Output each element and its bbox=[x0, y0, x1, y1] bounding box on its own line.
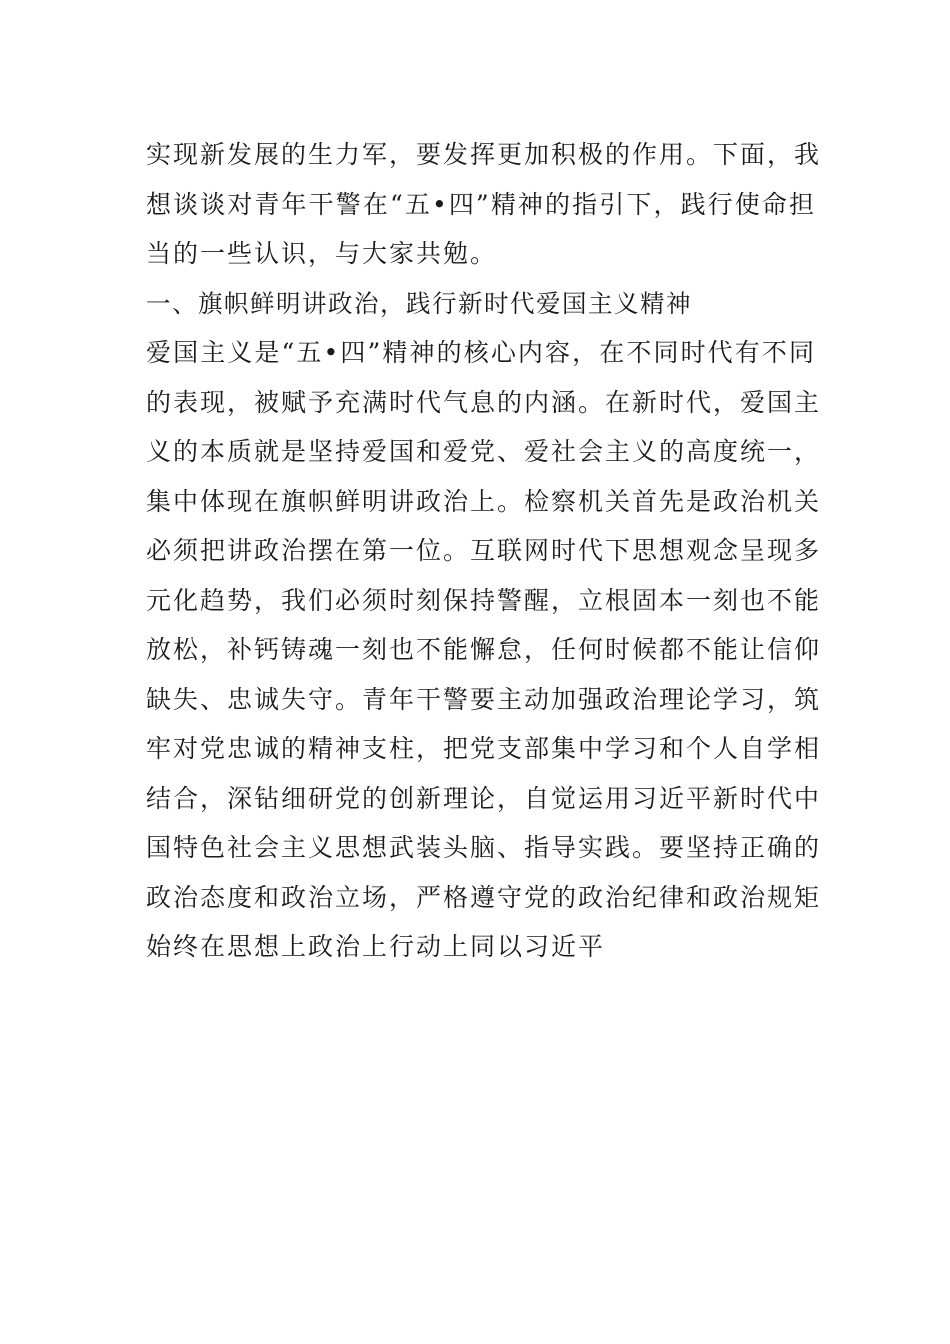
text-line: 缺失、忠诚失守。青年干警要主动加强政治理论学习，筑 bbox=[146, 684, 822, 714]
text-line: 集中体现在旗帜鲜明讲政治上。检察机关首先是政治机关 bbox=[146, 486, 822, 516]
document-body bbox=[146, 130, 822, 972]
text-line: 必须把讲政治摆在第一位。互联网时代下思想观念呈现多 bbox=[146, 536, 822, 565]
text-line: 结合，深钻细研党的创新理论，自觉运用习近平新时代中 bbox=[146, 783, 822, 813]
text-line: 实现新发展的生力军，要发挥更加积极的作用。下面，我 bbox=[146, 140, 822, 169]
text-line: 元化趋势，我们必须时刻保持警醒，立根固本一刻也不能 bbox=[146, 585, 822, 615]
text-line: 想谈谈对青年干警在“五•四”精神的指引下，践行使命担 bbox=[146, 189, 816, 219]
text-line: 义的本质就是坚持爱国和爱党、爱社会主义的高度统一， bbox=[146, 437, 822, 466]
text-line: 当的一些认识，与大家共勉。 bbox=[146, 239, 498, 268]
text-line: 放松，补钙铸魂一刻也不能懈怠，任何时候都不能让信仰 bbox=[146, 635, 822, 664]
text-line: 爱国主义是“五•四”精神的核心内容，在不同时代有不同 bbox=[146, 338, 816, 367]
text-line: 始终在思想上政治上行动上同以习近平 bbox=[146, 932, 606, 961]
text-line: 政治态度和政治立场，严格遵守党的政治纪律和政治规矩 bbox=[146, 882, 822, 912]
text-line: 国特色社会主义思想武装头脑、指导实践。要坚持正确的 bbox=[146, 833, 822, 862]
section-heading: 一、旗帜鲜明讲政治，践行新时代爱国主义精神 bbox=[146, 288, 692, 318]
text-line: 的表现，被赋予充满时代气息的内涵。在新时代，爱国主 bbox=[146, 387, 822, 417]
text-line: 牢对党忠诚的精神支柱，把党支部集中学习和个人自学相 bbox=[146, 734, 822, 763]
